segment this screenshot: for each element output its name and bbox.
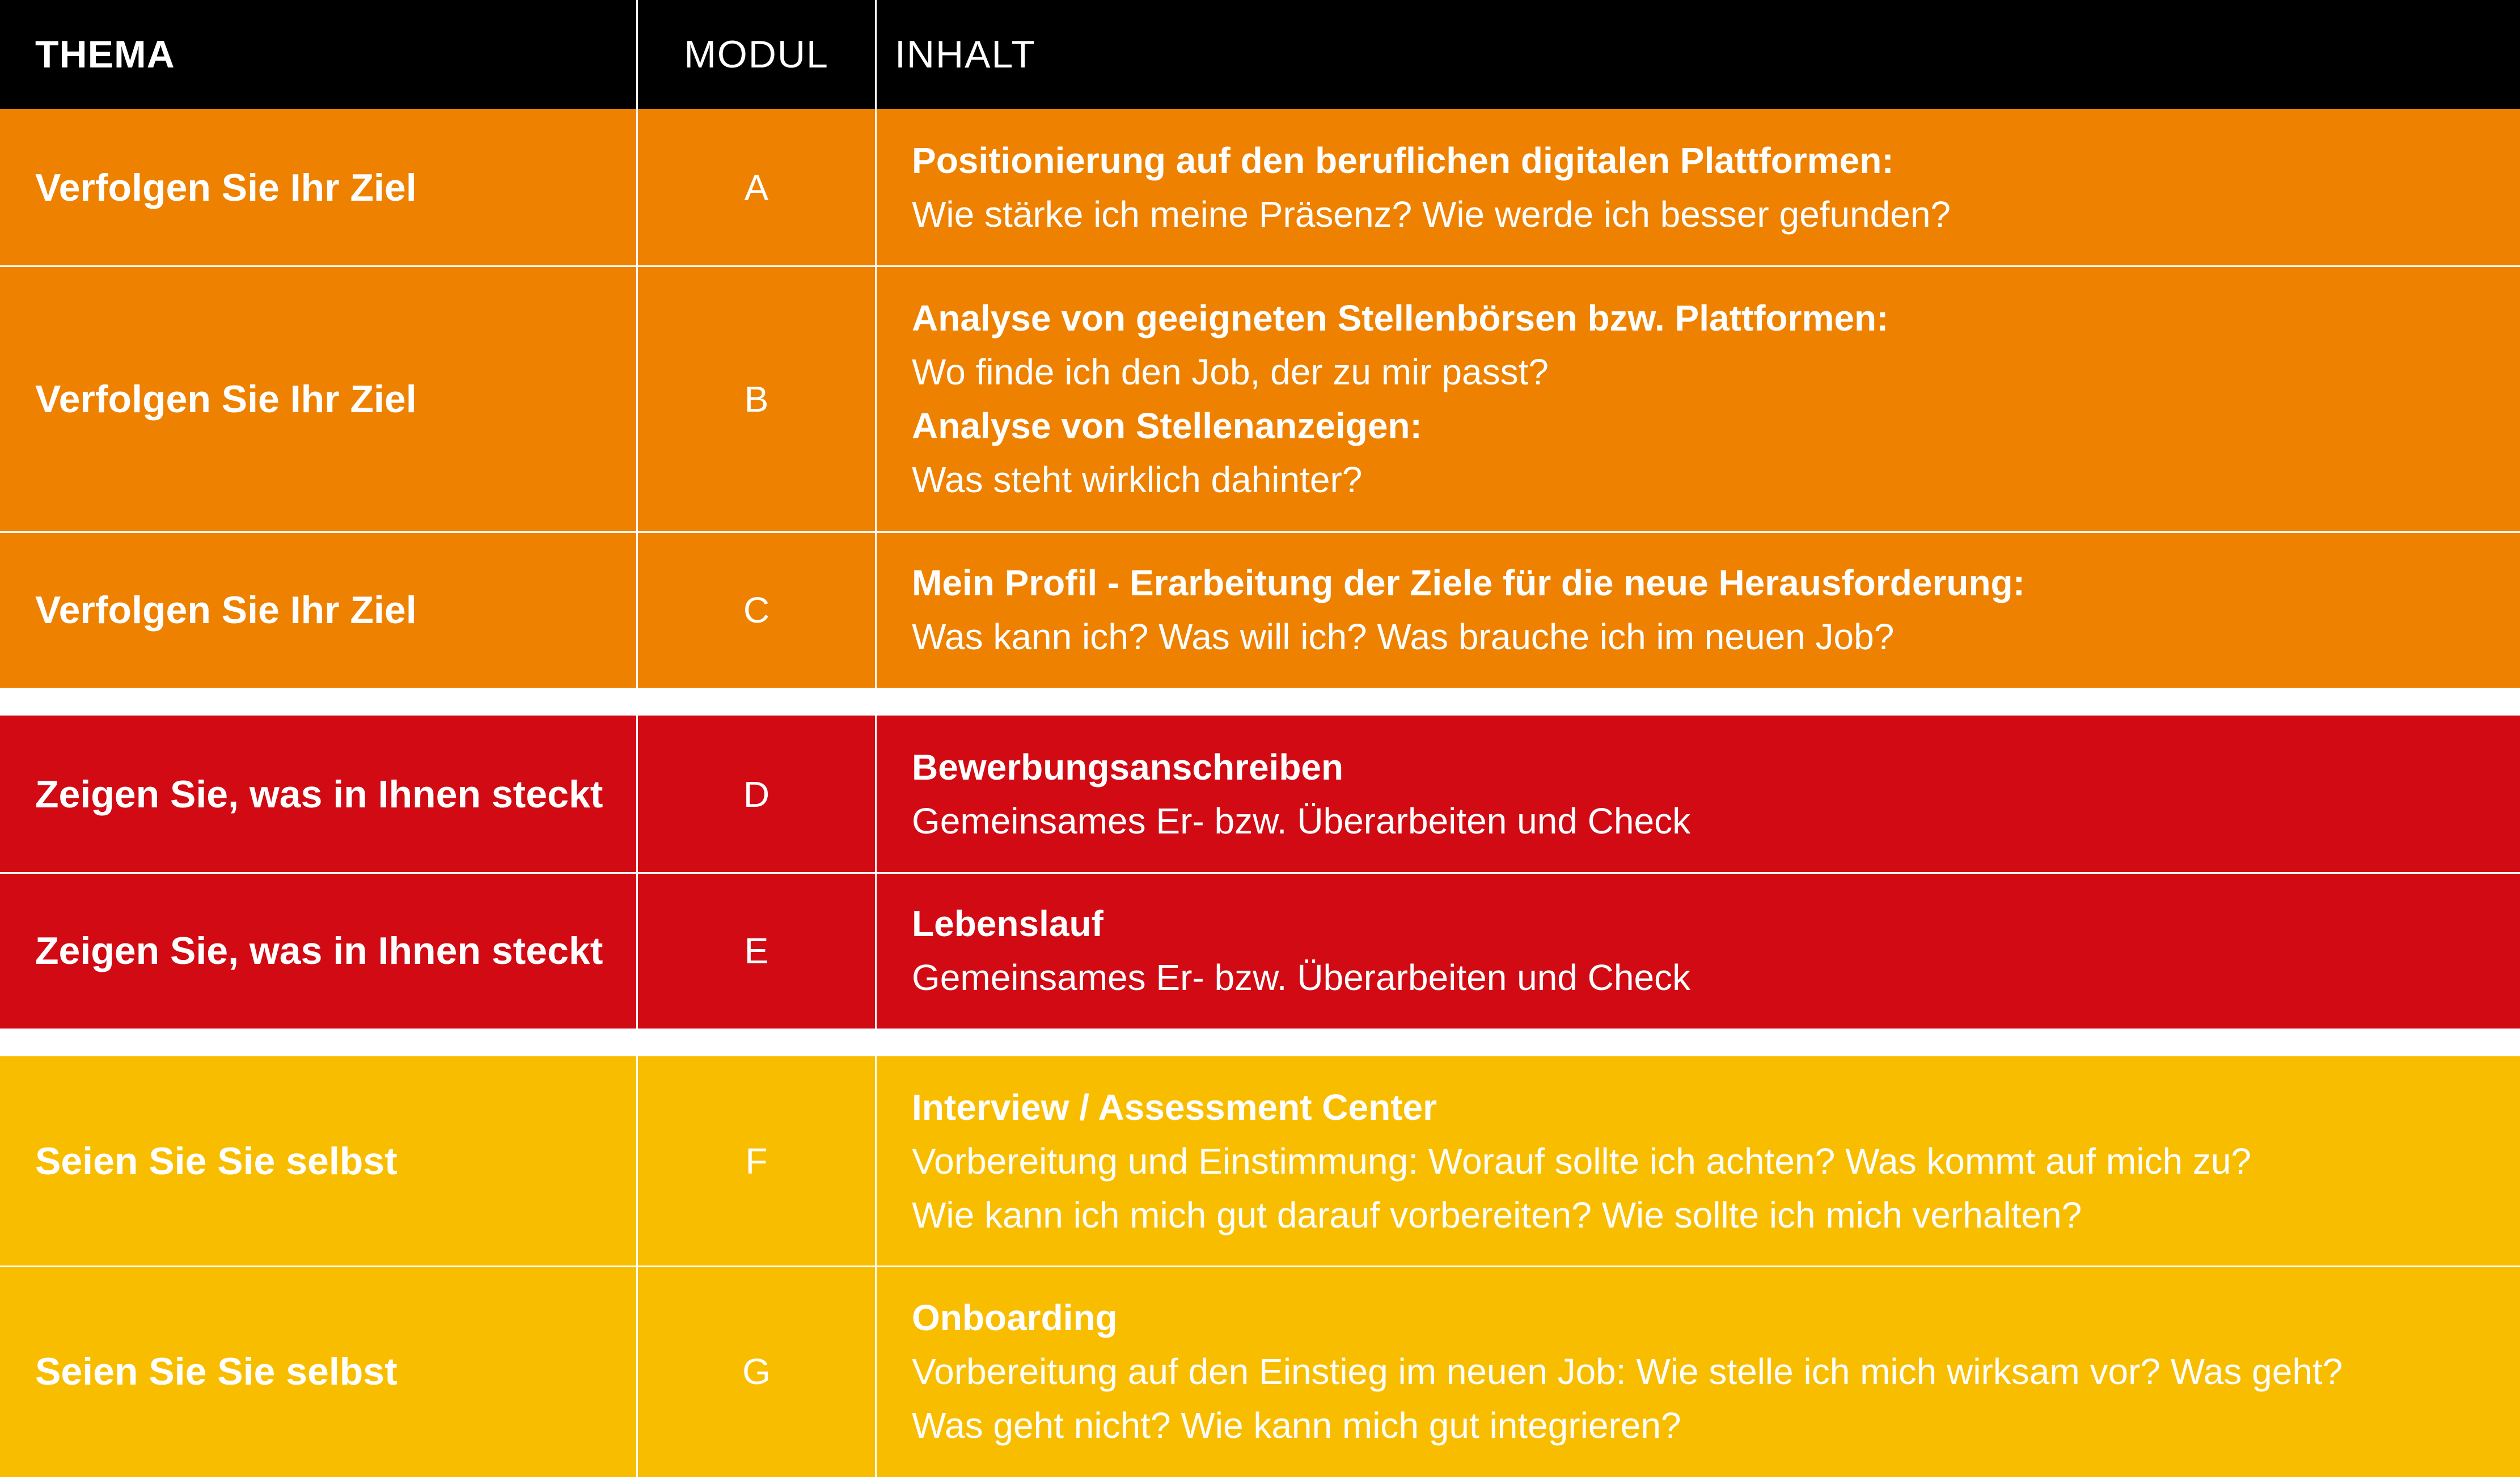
thema-cell: Verfolgen Sie Ihr Ziel xyxy=(35,588,417,632)
table-row xyxy=(0,1056,2520,1266)
thema-cell: Verfolgen Sie Ihr Ziel xyxy=(35,166,417,209)
row-divider xyxy=(0,265,2520,267)
header-inhalt: INHALT xyxy=(895,33,1036,76)
column-divider xyxy=(875,0,877,1477)
row-divider xyxy=(0,1266,2520,1267)
inhalt-text: Gemeinsames Er- bzw. Überarbeiten und Check xyxy=(912,800,1691,841)
inhalt-text: Gemeinsames Er- bzw. Überarbeiten und Check xyxy=(912,957,1691,998)
thema-cell: Seien Sie Sie selbst xyxy=(35,1140,398,1183)
inhalt-heading: Positionierung auf den beruflichen digitalen Plattformen: xyxy=(912,139,1894,181)
inhalt-cell xyxy=(877,532,2520,688)
table-row xyxy=(0,109,2520,266)
thema-cell: Seien Sie Sie selbst xyxy=(35,1350,398,1393)
table-row xyxy=(0,1266,2520,1477)
modul-cell: F xyxy=(745,1141,768,1182)
modul-cell: G xyxy=(742,1351,771,1392)
row-divider xyxy=(0,531,2520,533)
inhalt-cell xyxy=(877,873,2520,1029)
column-divider xyxy=(636,0,638,1477)
inhalt-text: Wie kann ich mich gut darauf vorbereiten? Wie sollte ich mich verhalten? xyxy=(912,1194,2082,1235)
inhalt-cell xyxy=(877,1266,2520,1477)
row-divider xyxy=(0,872,2520,874)
thema-cell: Zeigen Sie, was in Ihnen steckt xyxy=(35,772,603,816)
inhalt-heading: Interview / Assessment Center xyxy=(912,1086,1437,1128)
modul-cell: B xyxy=(744,378,769,420)
inhalt-text: Wo finde ich den Job, der zu mir passt? xyxy=(912,351,1549,392)
thema-cell: Zeigen Sie, was in Ihnen steckt xyxy=(35,929,603,972)
inhalt-text: Wie stärke ich meine Präsenz? Wie werde ich besser gefunden? xyxy=(912,193,1951,235)
header-thema: THEMA xyxy=(35,33,175,76)
table-row xyxy=(0,716,2520,873)
inhalt-text: Was geht nicht? Wie kann mich gut integrieren? xyxy=(912,1404,1681,1446)
modul-cell: D xyxy=(743,773,770,815)
modul-cell: E xyxy=(744,930,769,971)
inhalt-heading: Mein Profil - Erarbeitung der Ziele für die neue Herausforderung: xyxy=(912,562,2025,603)
inhalt-text: Vorbereitung und Einstimmung: Worauf sollte ich achten? Was kommt auf mich zu? xyxy=(912,1140,2251,1182)
table-row xyxy=(0,532,2520,688)
inhalt-heading: Analyse von geeigneten Stellenbörsen bzw. Plattformen: xyxy=(912,297,1889,338)
thema-cell: Verfolgen Sie Ihr Ziel xyxy=(35,377,417,421)
inhalt-heading: Analyse von Stellenanzeigen: xyxy=(912,405,1422,446)
inhalt-text: Vorbereitung auf den Einstieg im neuen Job: Wie stelle ich mich wirksam vor? Was geht? xyxy=(912,1351,2343,1392)
inhalt-heading: Bewerbungsanschreiben xyxy=(912,746,1344,788)
modul-cell: A xyxy=(744,167,769,208)
inhalt-cell xyxy=(877,1056,2520,1266)
inhalt-cell xyxy=(877,266,2520,532)
inhalt-cell xyxy=(877,109,2520,266)
inhalt-cell xyxy=(877,716,2520,873)
inhalt-text: Was kann ich? Was will ich? Was brauche ich im neuen Job? xyxy=(912,616,1895,657)
table-row xyxy=(0,266,2520,532)
header-modul: MODUL xyxy=(684,33,829,76)
inhalt-heading: Lebenslauf xyxy=(912,903,1103,944)
modul-cell: C xyxy=(743,589,770,630)
inhalt-text: Was steht wirklich dahinter? xyxy=(912,459,1363,500)
inhalt-heading: Onboarding xyxy=(912,1297,1118,1338)
table-header xyxy=(0,0,2520,109)
table-row xyxy=(0,873,2520,1029)
